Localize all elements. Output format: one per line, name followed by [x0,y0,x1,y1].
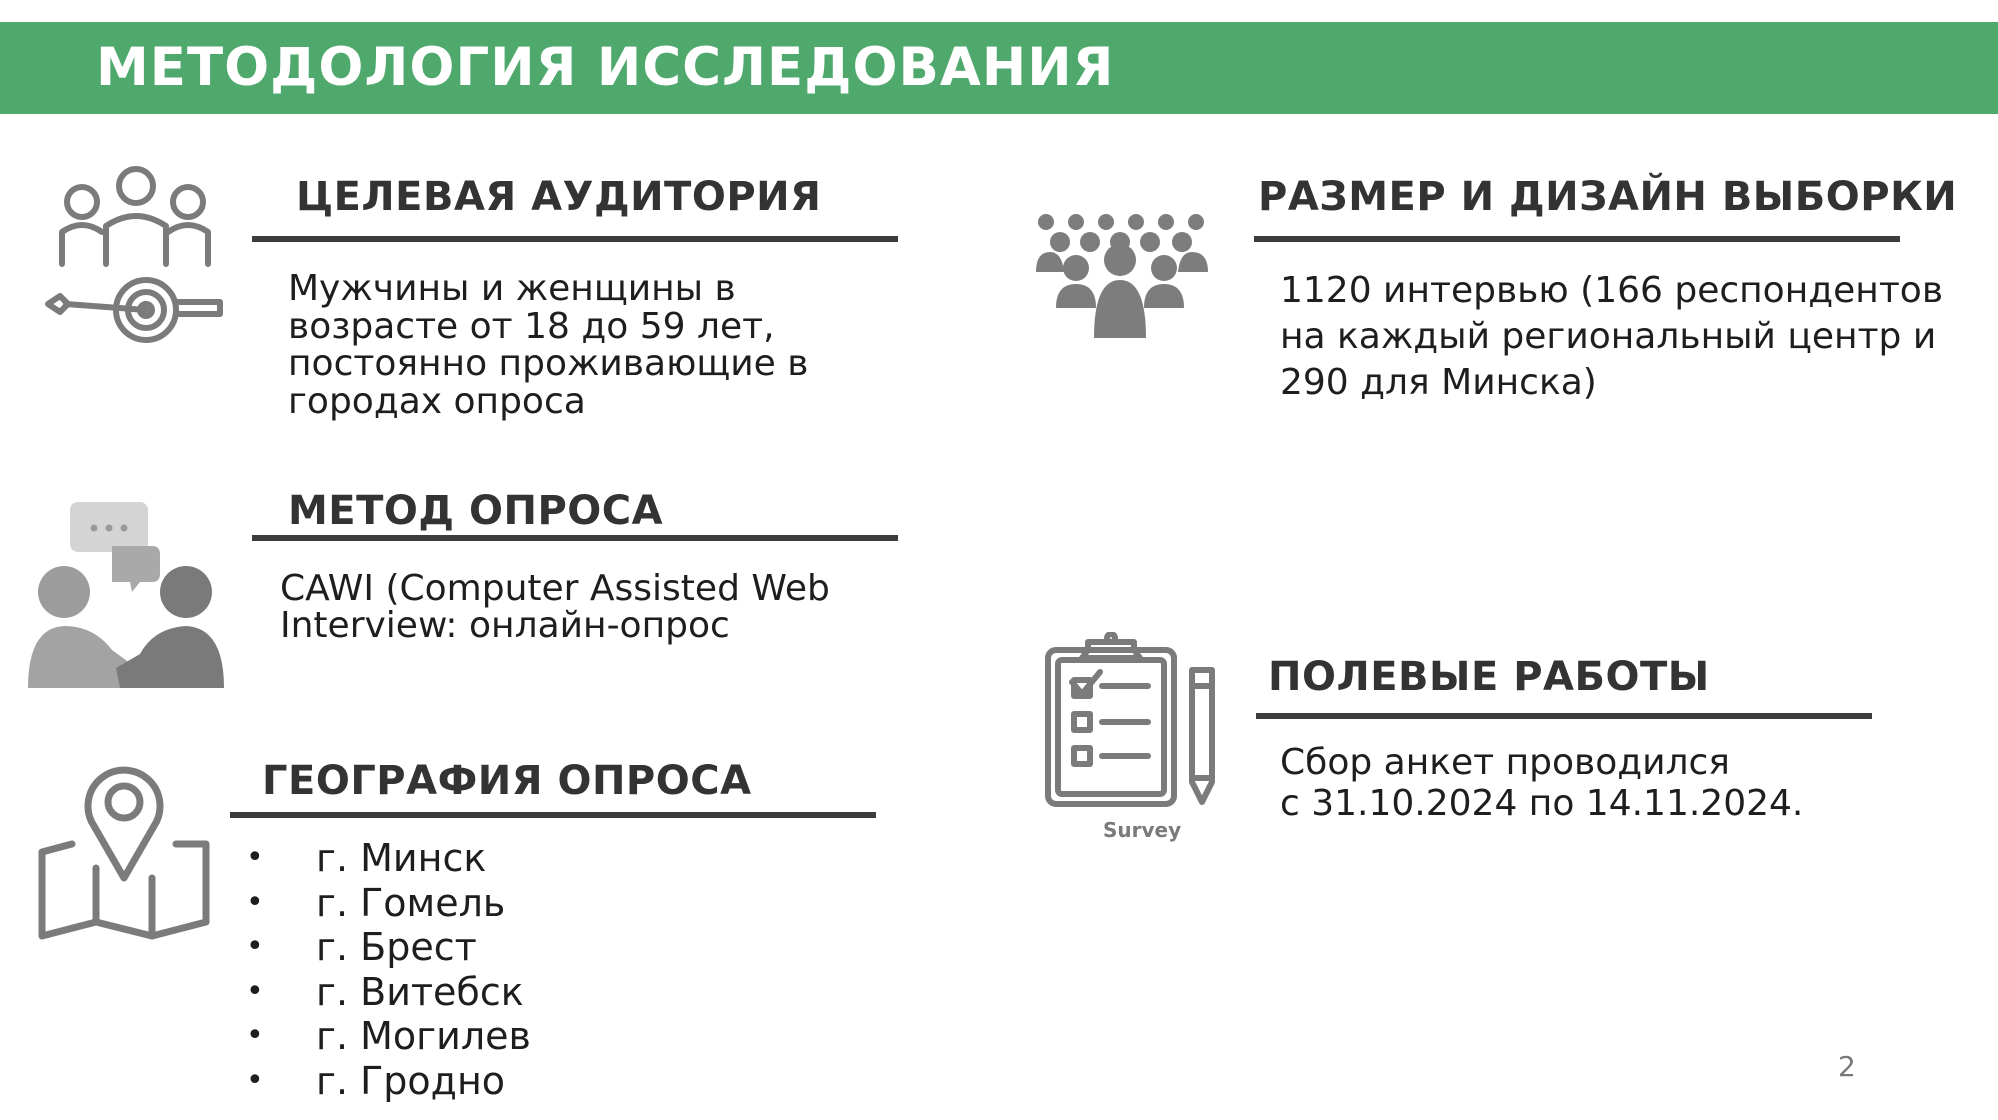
survey-method-text [280,570,830,644]
city-name: г. Витебск [316,969,524,1014]
text-line: с 31.10.2024 по 14.11.2024. [1280,783,1804,824]
crowd-icon [1032,212,1212,340]
text-line: постоянно проживающие в [288,343,809,384]
city-name: г. Гомель [316,880,506,925]
city-name: г. Гродно [316,1058,506,1103]
text-line: городах опроса [288,380,586,422]
text-line: CAWI (Computer Assisted Web [280,568,830,609]
geography-title: ГЕОГРАФИЯ ОПРОСА [262,758,752,804]
bullet: • [246,973,264,1009]
page-title: МЕТОДОЛОГИЯ ИССЛЕДОВАНИЯ [96,37,1115,98]
fieldwork-title: ПОЛЕВЫЕ РАБОТЫ [1268,654,1710,700]
text-line: возрасте от 18 до 59 лет, [288,305,775,347]
text-line: 1120 интервью (166 респондентов [1280,270,1944,311]
sample-rule [1254,236,1900,242]
text-line: Interview: онлайн-опрос [280,605,730,646]
target-audience-rule [252,236,898,242]
target-audience-title: ЦЕЛЕВАЯ АУДИТОРИЯ [296,174,822,220]
geography-rule [230,812,876,818]
city-name: г. Брест [316,925,477,970]
text-line: 290 для Минска) [1280,362,1597,403]
bullet: • [246,1018,264,1054]
survey-clipboard-icon [1044,632,1220,812]
fieldwork-text [1280,742,1803,824]
sample-title: РАЗМЕР И ДИЗАЙН ВЫБОРКИ [1258,174,1958,220]
city-name: г. Минск [316,836,487,880]
bullet: • [246,884,264,920]
survey-icon-label: Survey [1103,818,1182,842]
survey-method-title: МЕТОД ОПРОСА [288,488,664,534]
map-pin-icon [36,760,212,940]
fieldwork-rule [1256,713,1872,719]
text-line: на каждый региональный центр и [1280,316,1937,357]
city-name: г. Могилев [316,1014,531,1059]
conversation-icon [28,498,224,690]
target-audience-icon [42,164,228,344]
target-audience-text [288,270,809,420]
bullet: • [246,1062,264,1098]
bullet: • [246,840,264,875]
page-number: 2 [1838,1050,1856,1083]
text-line: Мужчины и женщины в [288,268,736,309]
bullet: • [246,929,264,965]
text-line: Сбор анкет проводился [1280,742,1730,783]
sample-text [1280,268,1943,406]
survey-method-rule [252,535,898,541]
